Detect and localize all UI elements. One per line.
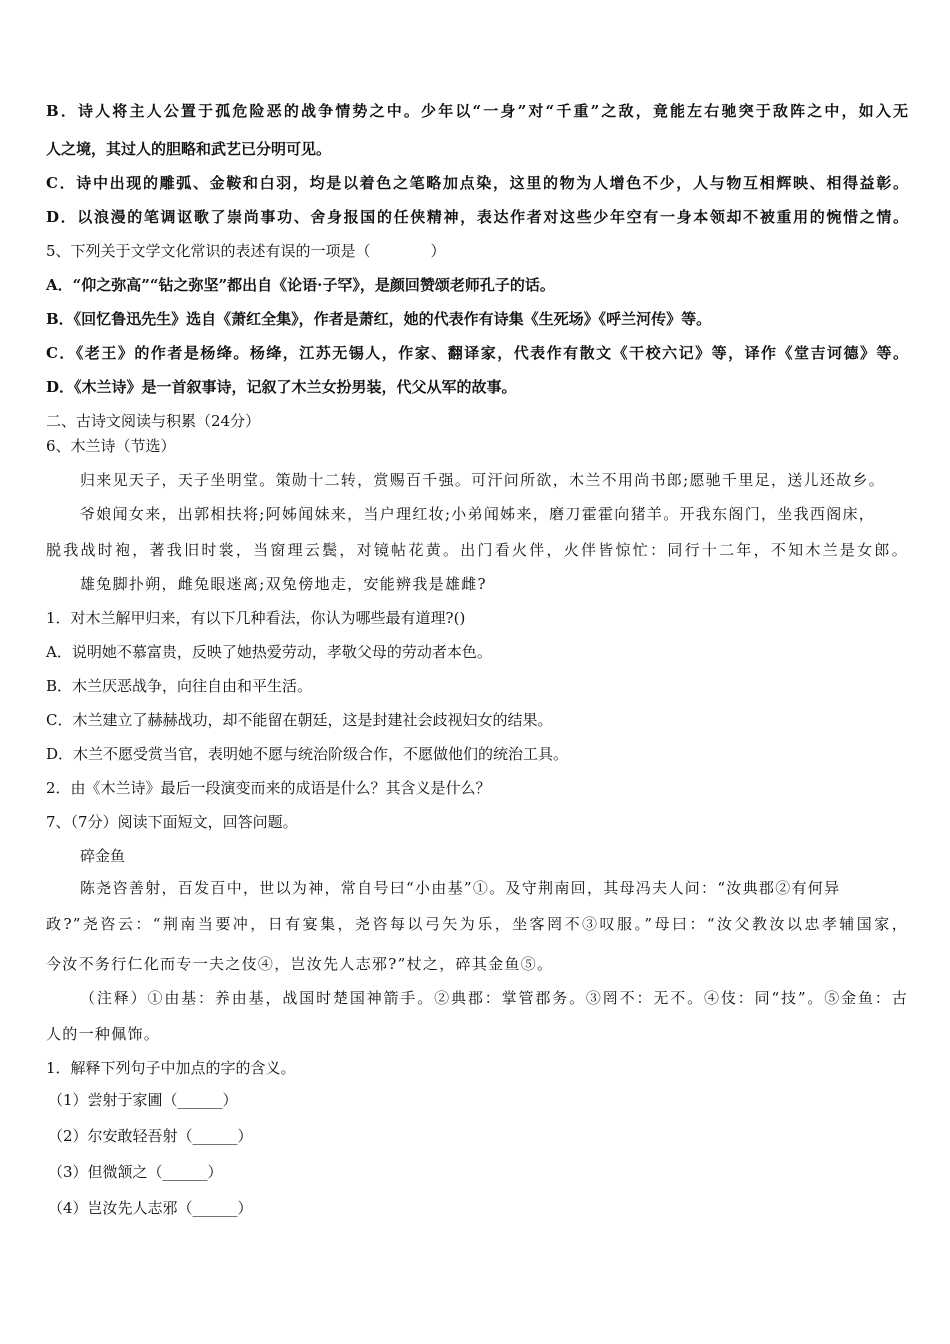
- q4-option-b-line1: B．诗人将主人公置于孤危险恶的战争情势之中。少年以“一身”对“千重”之敌，竟能左右驰突于敌阵之中，如入无: [46, 102, 908, 120]
- q6-title: 6、木兰诗（节选）: [46, 437, 176, 455]
- q6-sub2-stem: 2．由《木兰诗》最后一段演变而来的成语是什么？其含义是什么？: [46, 779, 491, 797]
- q6-sub1-option-d: D．木兰不愿受赏当官，表明她不愿与统治阶级合作，不愿做他们的统治工具。: [46, 745, 569, 763]
- q7-title: 碎金鱼: [80, 847, 126, 865]
- q5-option-a: A．“仰之弥高”“钻之弥坚”都出自《论语·子罕》，是颜回赞颂老师孔子的话。: [46, 276, 555, 294]
- q6-passage-line4: 雄兔脚扑朔，雌兔眼迷离;双兔傍地走，安能辨我是雄雌?: [80, 575, 487, 593]
- q6-sub1-option-b: B．木兰厌恶战争，向往自由和平生活。: [46, 677, 313, 695]
- q5-option-d: D．《木兰诗》是一首叙事诗，记叙了木兰女扮男装，代父从军的故事。: [46, 378, 517, 396]
- q7-item-2: （2）尔安敢轻吾射（______）: [48, 1127, 253, 1145]
- q4-option-d: D．以浪漫的笔调讴歌了崇尚事功、舍身报国的任侠精神，表达作者对这些少年空有一身本领却不被重用的惋惜之情。: [46, 208, 908, 226]
- q7-passage-line3: 今汝不务行仁化而专一夫之伎④，岂汝先人志邪?”杖之，碎其金鱼⑤。: [46, 955, 554, 973]
- q7-item-1: （1）尝射于家圃（______）: [48, 1091, 238, 1109]
- q7-item-4: （4）岂汝先人志邪（______）: [48, 1199, 253, 1217]
- q6-passage-line2: 爷娘闻女来，出郭相扶将;阿姊闻妹来，当户理红妆;小弟闻姊来，磨刀霍霍向猪羊。开我东阁门，坐我西阁床，: [80, 505, 876, 523]
- q6-sub1-option-c: C．木兰建立了赫赫战功，却不能留在朝廷，这是封建社会歧视妇女的结果。: [46, 711, 553, 729]
- q7-stem: 7、（7分）阅读下面短文，回答问题。: [46, 813, 298, 831]
- q5-option-b: B．《回忆鲁迅先生》选自《萧红全集》，作者是萧红，她的代表作有诗集《生死场》《呼兰河传》等。: [46, 310, 712, 328]
- q7-item-3: （3）但微颔之（______）: [48, 1163, 223, 1181]
- q7-passage-line1: 陈尧咨善射，百发百中，世以为神，常自号曰“小由基”①。及守荆南回，其母冯夫人问：“汝典郡②有何异: [80, 879, 841, 897]
- q4-option-b-line2: 人之境，其过人的胆略和武艺已分明可见。: [46, 140, 332, 158]
- q5-option-c: C．《老王》的作者是杨绛。杨绛，江苏无锡人，作家、翻译家，代表作有散文《干校六记》等，译作《堂吉诃德》等。: [46, 344, 908, 362]
- section-heading: 二、古诗文阅读与积累（24分）: [46, 412, 261, 430]
- q6-sub1-option-a: A．说明她不慕富贵，反映了她热爱劳动，孝敬父母的劳动者本色。: [46, 643, 492, 661]
- q6-passage-line1: 归来见天子，天子坐明堂。策勋十二转，赏赐百千强。可汗问所欲，木兰不用尚书郎;愿驰千里足，送儿还故乡。: [80, 471, 886, 489]
- q6-sub1-stem: 1．对木兰解甲归来，有以下几种看法，你认为哪些最有道理?(): [46, 609, 466, 627]
- q6-passage-line3: 脱我战时袍，著我旧时裳，当窗理云鬓，对镜帖花黄。出门看火伴，火伴皆惊忙：同行十二年，不知木兰是女郎。: [46, 541, 908, 559]
- q5-stem: 5、下列关于文学文化常识的表述有误的一项是（ ）: [46, 242, 446, 260]
- q7-sub1-stem: 1．解释下列句子中加点的字的含义。: [46, 1059, 296, 1077]
- q7-passage-line2: 政?”尧咨云：“荆南当要冲，日有宴集，尧咨每以弓矢为乐，坐客罔不③叹服。”母曰：“汝父教汝以忠孝辅国家，: [46, 915, 908, 933]
- q7-notes-line2: 人的一种佩饰。: [46, 1025, 161, 1043]
- q7-notes-line1: （注释）①由基：养由基，战国时楚国神箭手。②典郡：掌管郡务。③罔不：无不。④伎：同“技”。⑤金鱼：古: [80, 989, 908, 1007]
- q4-option-c: C．诗中出现的雕弧、金鞍和白羽，均是以着色之笔略加点染，这里的物为人增色不少，人与物互相辉映、相得益彰。: [46, 174, 908, 192]
